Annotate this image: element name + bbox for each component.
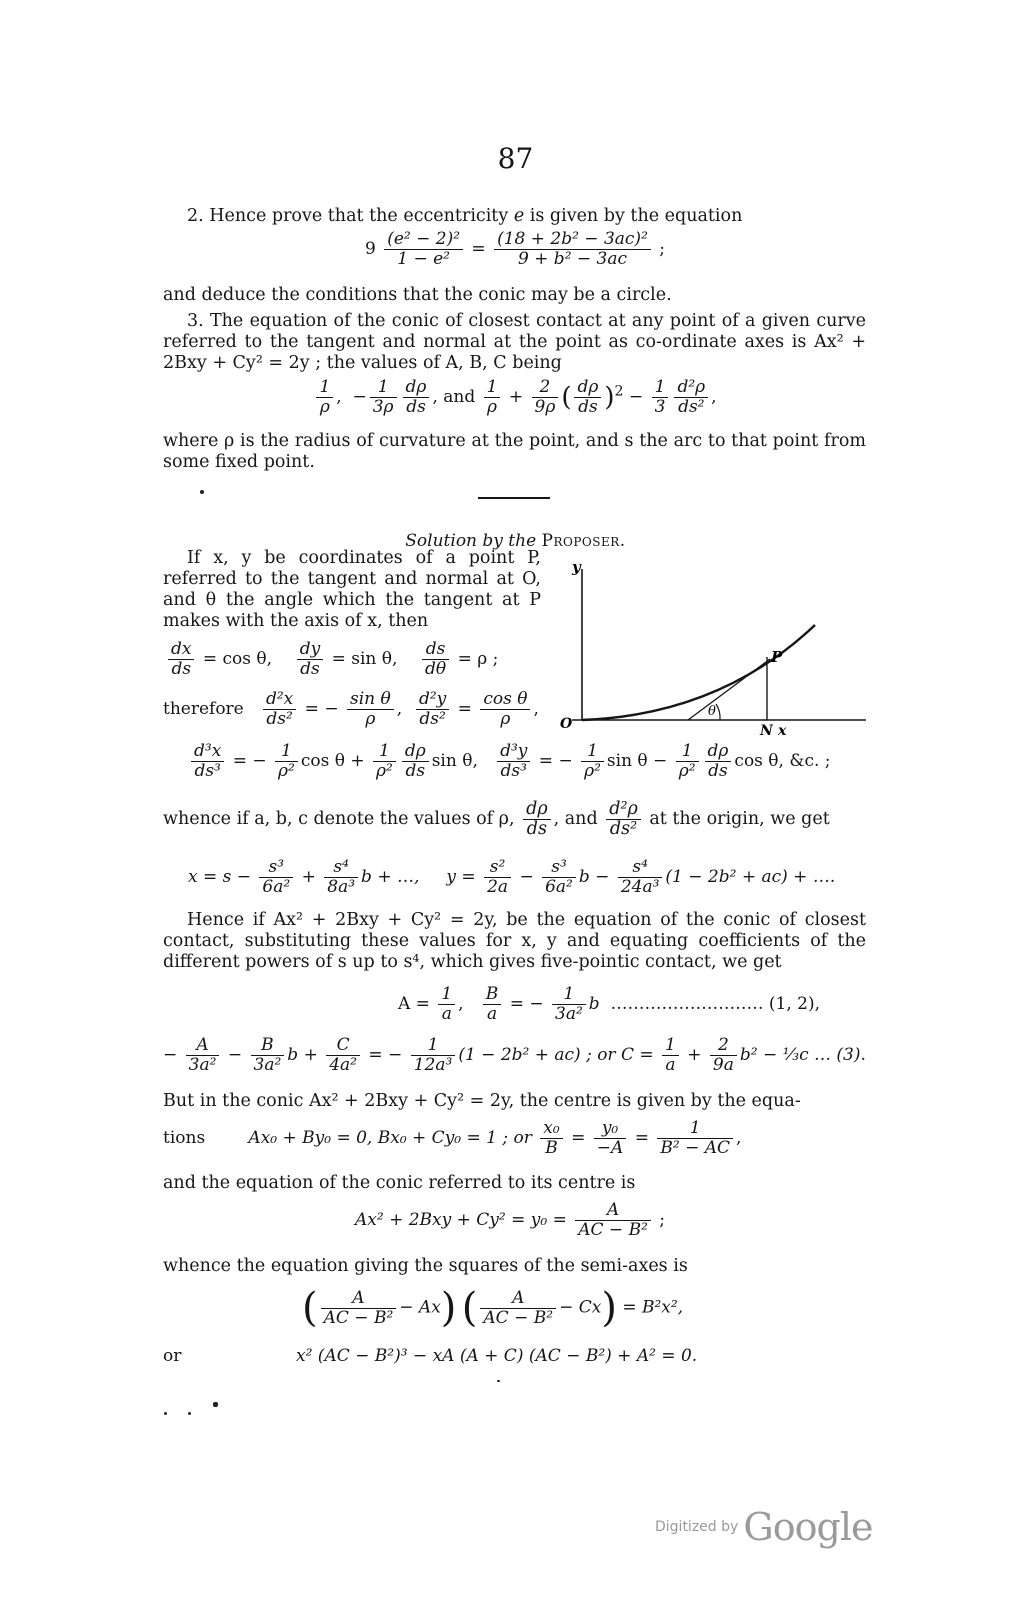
speck [497, 1380, 500, 1382]
problem-2-conclusion: and deduce the conditions that the conic may be a circle. [163, 285, 672, 305]
speck [213, 1402, 218, 1407]
centre-equations: tions Ax₀ + By₀ = 0, Bx₀ + Cy₀ = 1 ; or $\frac{\text{x₀}}{B}$ = $\frac{\text{y₀}}{-A}$ = $\frac{1}{\text{B² − AC}}$ , [163, 1118, 742, 1158]
curve-diagram [560, 558, 870, 755]
point-p-label: P [771, 648, 783, 666]
centre-referred-sentence: and the equation of the conic referred to its centre is [163, 1173, 636, 1193]
speck [200, 490, 204, 494]
semi-axes-equation: ( $\frac{A}{\text{AC − B²}}$ − Ax) ( $\frac{A}{\text{AC − B²}}$ − Cx) = B²x², [302, 1285, 684, 1331]
eq1-lhs-fraction: $\frac{\text{(e² − 2)²}}{\text{1 − e²}}$ [384, 230, 463, 269]
and-word: and [443, 387, 476, 407]
curve [582, 625, 815, 720]
second-derivatives: therefore $\frac{\text{d²x}}{\text{ds²}}$ = − $\frac{\text{sin θ}}{\rho}$ , $\frac{\text{d²y}}{\text{ds²}}$ = $\frac{\text{cos θ}}{\rho}$ , [163, 689, 539, 729]
problem-2-tail: is given by the equation [529, 206, 743, 226]
solution-intro: If x, y be coordinates of a point P, referred to the tangent and normal at O, and θ the angle which the tangent at P makes with the axis of x, then [163, 548, 541, 631]
equation-3: − $\frac{A}{\text{3a²}}$ − $\frac{B}{\text{3a²}}$ b + $\frac{C}{\text{4a²}}$ = − $\frac{1}{\text{12a³}}$ (1 − 2b² + ac) ; or C = $\frac{1}{a}$ + $\frac{2}{9a}$ b² − ⅓c … (3). [163, 1035, 866, 1075]
centre-sentence: But in the conic Ax² + 2Bxy + Cy² = 2y, the centre is given by the equa- [163, 1091, 801, 1111]
eccentricity-var: e [513, 206, 525, 226]
series-expansion: x = s − $\frac{\text{s³}}{\text{6a²}}$ + $\frac{\text{s⁴}}{\text{8a³}}$ b + …, y = $\frac{\text{s²}}{2a}$ − $\frac{\text{s³}}{\text{6a²}}$ b − $\frac{\text{s⁴}}{\text{24a³}}$ (1 − 2b² + ac) + …. [188, 857, 836, 897]
digitized-watermark [655, 1505, 872, 1549]
speck [188, 1412, 191, 1415]
theta-arc [716, 704, 720, 720]
page-number: 87 [497, 142, 534, 175]
eccentricity-equation: 9 $\frac{\text{(e² − 2)²}}{\text{1 − e²}}$ = $\frac{\text{(18 + 2b² − 3ac)²}}{\text{9 + b² − 3ac}}$ ; [364, 229, 666, 269]
final-equation: or x² (AC − B²)³ − xA (A + C) (AC − B²) + A² = 0. [163, 1346, 698, 1366]
third-derivatives: $\frac{\text{d³x}}{\text{ds³}}$ = − $\frac{1}{\text{ρ²}}$ cos θ + $\frac{1}{\text{ρ²}}$ $\frac{d\rho}{ds}$ sin θ, $\frac{\text{d³y}}{\text{ds³}}$ = − $\frac{1}{\text{ρ²}}$ sin θ − $\frac{1}{\text{ρ²}}$ $\frac{d\rho}{ds}$ cos θ, &c. ; [188, 742, 831, 781]
theta-label: θ [708, 704, 716, 719]
origin-label: O [560, 716, 573, 732]
y-axis-label: y [572, 558, 581, 576]
section-rule [478, 497, 550, 499]
speck [164, 1412, 167, 1415]
equations-1-2: A = $\frac{1}{a}$ , $\frac{B}{a}$ = − $\frac{1}{\text{3a²}}$ b ……………………… (1, 2), [398, 984, 821, 1024]
eq1-coef: 9 [364, 239, 376, 259]
problem-3-statement: 3. The equation of the conic of closest contact at any point of a given curve referred to the tangent and normal at the point as co-ordinate axes is Ax² + 2Bxy + Cy² = 2y ; the values of A, B, C being [163, 311, 866, 373]
watermark-text: Digitized by [655, 1519, 739, 1535]
watermark-logo: Google [743, 1505, 873, 1549]
x-axis-label: x [778, 723, 787, 739]
tangent-line [688, 659, 770, 720]
solution-heading: Solution by the Proposer. [405, 531, 626, 551]
first-derivatives: $\frac{dx}{ds}$ = cos θ, $\frac{dy}{ds}$ = sin θ, $\frac{ds}{d\theta}$ = ρ ; [165, 640, 498, 679]
problem-2-statement [163, 206, 866, 227]
eq1-rhs-fraction: $\frac{\text{(18 + 2b² − 3ac)²}}{\text{9 + b² − 3ac}}$ [494, 230, 651, 269]
problem-3-conclusion: where ρ is the radius of curvature at the point, and s the arc to that point from some fixed point. [163, 431, 866, 472]
closest-contact-paragraph: Hence if Ax² + 2Bxy + Cy² = 2y, be the equation of the conic of closest contact, substituting these values for x, y and equating coefficients of the different powers of s up to s⁴, which gives five-pointic contact, we get [163, 910, 866, 972]
problem-2-lead: 2. Hence prove that the eccentricity [187, 206, 509, 226]
semi-axes-sentence: whence the equation giving the squares of the semi-axes is [163, 1256, 688, 1276]
abc-values-equation: $\frac{1}{\rho}$ , − $\frac{1}{3\rho}$ $\frac{d\rho}{ds}$ , and $\frac{1}{\rho}$ + $\frac{2}{9\rho}$ ( $\frac{d\rho}{ds}$ )$^2$ − $\frac{1}{3}$ $\frac{\text{d²ρ}}{\text{ds²}}$ , [150, 378, 880, 417]
origin-values-sentence: whence if a, b, c denote the values of ρ, $\frac{d\rho}{ds}$ , and $\frac{\text{d²ρ}}{\text{ds²}}$ at the origin, we get [163, 799, 830, 839]
point-n-label: N [760, 723, 773, 739]
centre-conic-equation: Ax² + 2Bxy + Cy² = y₀ = $\frac{A}{\text{AC − B²}}$ ; [355, 1200, 666, 1240]
equation-tag-1-2: ……………………… (1, 2), [610, 994, 821, 1014]
